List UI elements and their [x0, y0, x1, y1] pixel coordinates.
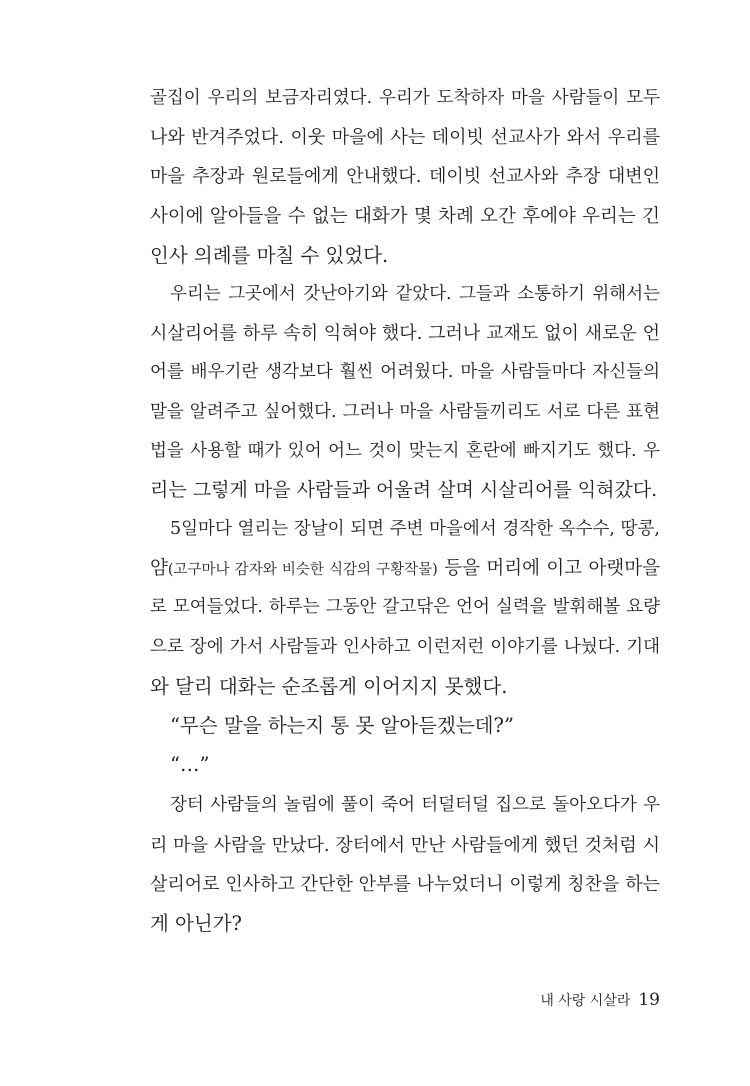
text-line: 인사 의례를 마칠 수 있었다.: [150, 243, 389, 267]
body-text: [150, 79, 660, 943]
text-line: 장터 사람들의 놀림에 풀이 죽어 터덜터덜 집으로 돌아오다가 우: [170, 795, 660, 816]
paragraph-4: [150, 786, 660, 943]
text-line: 시살리어를 하루 속히 익혀야 했다. 그러나 교재도 없이 새로운 언: [150, 323, 660, 345]
text-line: 사이에 알아들을 수 없는 대화가 몇 차례 오간 후에야 우리는 긴: [150, 205, 660, 227]
running-title: 내 사랑 시살라: [540, 993, 631, 1009]
paragraph-2: [150, 275, 660, 510]
paragraph-3: [150, 510, 660, 706]
inline-annotation: (고구마나 감자와 비슷한 식감의 구황작물): [167, 562, 438, 579]
text-line: 으로 장에 가서 사람들과 인사하고 이런저런 이야기를 나눴다. 기대: [150, 636, 660, 657]
dialogue-quote: “무슨 말을 하는지 통 못 알아듣겠는데?”: [170, 714, 514, 737]
text-line: 리는 그렇게 마을 사람들과 어울려 살며 시살리어를 익혀갔다.: [150, 478, 658, 501]
paragraph-1: [150, 79, 660, 275]
text-fragment: 등을 머리에 이고 아랫마을: [437, 558, 660, 580]
text-line: 리 마을 사람을 만났다. 장터에서 만난 사람들에게 했던 것처럼 시: [150, 834, 660, 856]
page-footer: [420, 990, 660, 1011]
text-fragment: 얌: [150, 558, 168, 580]
text-line: 말을 알려주고 싶어했다. 그러나 마을 사람들끼리도 서로 다른 표현: [150, 401, 660, 422]
text-line: 나와 반겨주었다. 이웃 마을에 사는 데이빗 선교사가 와서 우리를: [150, 127, 660, 149]
page-number: 19: [638, 990, 660, 1010]
text-line: 우리는 그곳에서 갓난아기와 같았다. 그들과 소통하기 위해서는: [170, 283, 660, 304]
dialogue-quote: “…”: [170, 753, 210, 777]
text-line: 어를 배우기란 생각보다 훨씬 어려웠다. 마을 사람들마다 자신들의: [150, 362, 660, 383]
text-line: 법을 사용할 때가 있어 어느 것이 맞는지 혼란에 빠지기도 했다. 우: [150, 440, 660, 461]
text-line: 살리어로 인사하고 간단한 안부를 나누었더니 이렇게 칭찬을 하는: [150, 873, 660, 895]
text-line: 골집이 우리의 보금자리였다. 우리가 도착하자 마을 사람들이 모두: [150, 88, 660, 108]
text-line: 5일마다 열리는 장날이 되면 주변 마을에서 경작한 옥수수, 땅콩,: [170, 519, 660, 540]
text-line: 로 모여들었다. 하루는 그동안 갈고닦은 언어 실력을 발휘해볼 요량: [150, 597, 660, 618]
text-line: 와 달리 대화는 순조롭게 이어지지 못했다.: [150, 674, 508, 698]
text-line: 게 아닌가?: [150, 911, 243, 935]
text-line-with-note: [150, 549, 660, 588]
text-line: 마을 추장과 원로들에게 안내했다. 데이빗 선교사와 추장 대변인: [150, 166, 660, 188]
